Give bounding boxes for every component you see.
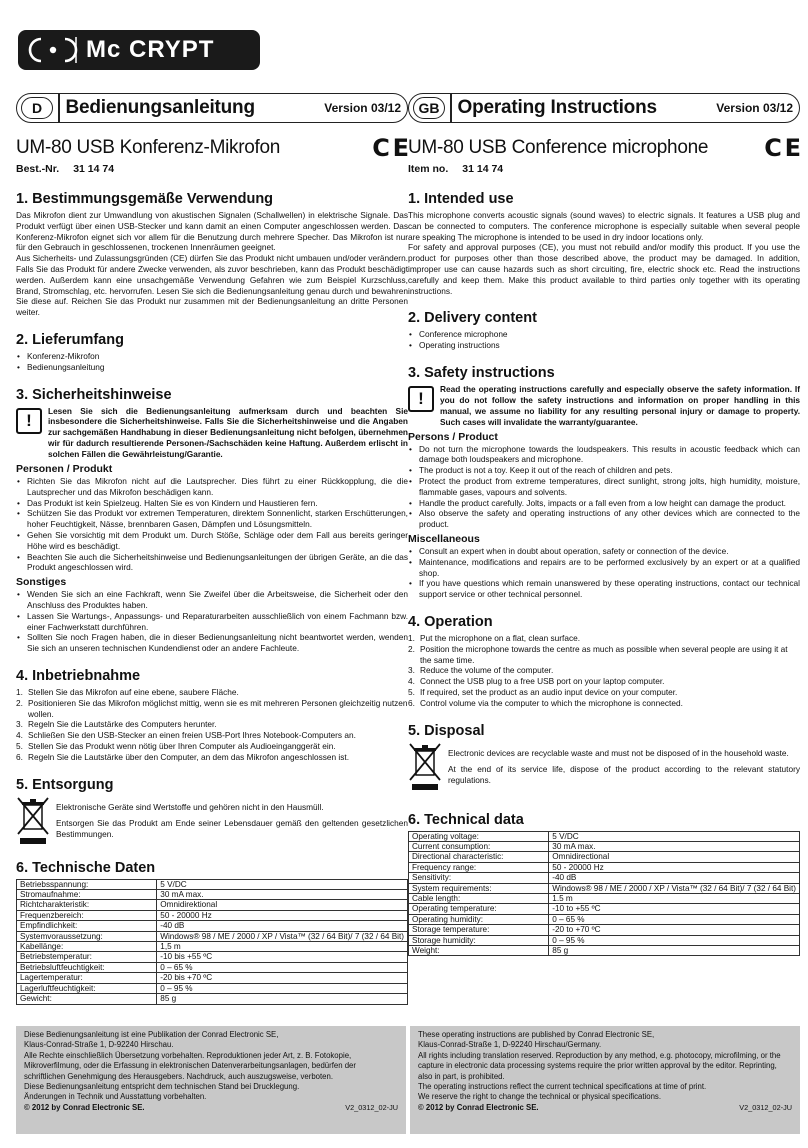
spec-value: -20 bis +70 ºC (157, 973, 408, 983)
list-item: • Konferenz-Mikrofon (16, 351, 408, 362)
table-row (17, 921, 408, 931)
list-item: • Beachten Sie auch die Sicherheitshinweise und Bedienungsanleitungen der übrigen Geräte, an die das Produkt angeschlossen wird. (16, 552, 408, 574)
spec-label: Frequenzbereich: (17, 910, 157, 920)
disposal-text: Elektronische Geräte sind Wertstoffe und gehören nicht in den Hausmüll. (56, 801, 324, 812)
list-item: 1. Stellen Sie das Mikrofon auf eine ebene, saubere Fläche. (16, 687, 239, 698)
header-banner (408, 93, 800, 123)
table-row (409, 925, 800, 935)
crossed-bin-icon (16, 796, 50, 846)
table-row (409, 935, 800, 945)
spec-label: Storage temperature: (409, 925, 549, 935)
paragraph: For safety and approval purposes (CE), you must not rebuild and/or modify this product. If you use the product for purposes other than those described above, the product may be damaged. In addition, improper use can cause hazards such as short circuiting, fire, electric shock etc. Read the instructions carefully and keep them. Make this product available to third parties only together with its operating instructions. (408, 242, 800, 296)
table-row (409, 862, 800, 872)
brand-logo (18, 30, 260, 70)
spec-value: Omnidirectional (549, 852, 800, 862)
section-title: 4. Inbetriebnahme (16, 668, 141, 685)
spec-value: 30 mA max. (157, 890, 408, 900)
spec-label: Lagertemperatur: (17, 973, 157, 983)
spec-value: Omnidirektional (157, 900, 408, 910)
subsection-title: Persons / Product (408, 430, 498, 443)
list-item: • Protect the product from extreme temperatures, direct sunlight, strong jolts, high humidity, moisture, flammable gases, vapours and solvents. (408, 476, 800, 498)
list-item: 4. Connect the USB plug to a free USB port on your laptop computer. (408, 676, 665, 687)
footer-line: These operating instructions are published by Conrad Electronic SE, (418, 1030, 655, 1039)
list-item: • Do not turn the microphone towards the loudspeakers. This results in acoustic feedback which can damage both loudspeakers and microphone. (408, 444, 800, 466)
banner-title: Operating Instructions (457, 97, 657, 118)
spec-label: Richtcharakteristik: (17, 900, 157, 910)
list-item: • Lassen Sie Wartungs-, Anpassungs- und Reparaturarbeiten ausschließlich von einem Fachmann bzw. einer Fachwerkstatt durchführen. (16, 611, 408, 633)
section-title: 4. Operation (408, 613, 493, 630)
spec-label: Weight: (409, 946, 549, 956)
list-item: • Sollten Sie noch Fragen haben, die in dieser Bedienungsanleitung nicht beantwortet werden, wenden Sie sich an unseren technischen Kundendienst oder an andere Fachleute. (16, 632, 408, 654)
list-item: • Bedienungsanleitung (16, 362, 408, 373)
table-row (17, 983, 408, 993)
safety-list (16, 476, 408, 573)
table-row (17, 910, 408, 920)
warning-text: Lesen Sie sich die Bedienungsanleitung aufmerksam durch und beachten Sie insbesondere die Sicherheitshinweise. Falls Sie die Sicherheitshinweise und die Angaben zur sachgemäßen Handhabung in dieser Bedienungsanleitung nicht befolgen, übernehmen wir für dadurch resultierende Personen-/Sachschäden keine Haftung. Außerdem erlischt in solchen Fällen die Gewährleistung/Garantie. (48, 405, 408, 460)
item-number: Best.-Nr. 31 14 74 (16, 163, 115, 175)
spec-value: -40 dB (157, 921, 408, 931)
spec-value: -20 to +70 ºC (549, 925, 800, 935)
table-row (409, 904, 800, 914)
disposal-text: Entsorgen Sie das Produkt am Ende seiner Lebensdauer gemäß den geltenden gesetzlichen Bestimmungen. (56, 818, 408, 840)
list-item: 2. Positionieren Sie das Mikrofon möglichst mittig, wenn sie es mit mehreren Personen gleichzeitig nutzen wollen. (16, 697, 408, 719)
warning-icon: ! (408, 386, 434, 412)
language-badge: GB (413, 97, 445, 119)
spec-value: 30 mA max. (549, 841, 800, 851)
spec-label: Cable length: (409, 893, 549, 903)
table-row (409, 852, 800, 862)
ce-mark-icon: C E (764, 134, 800, 162)
spec-label: System requirements: (409, 883, 549, 893)
product-title: UM-80 USB Conference microphone (408, 137, 709, 158)
paragraph: Aus Sicherheits- und Zulassungsgründen (CE) dürfen Sie das Produkt nicht umbauen und/oder verändern. Falls Sie das Produkt für andere Zwecke verwenden, als zuvor beschrieben, kann das Produkt beschädigt werden. Außerdem kann eine unsachgemäße Verwendung Gefahren wie zum Beispiel Kurzschluss, Brand, Stromschlag, etc. hervorrufen. Lesen Sie sich die Bedienungsanleitung genau durch und bewahren Sie diese auf. Reichen Sie das Produkt nur zusammen mit der Bedienungsanleitung an dritte Personen weiter. (16, 253, 408, 318)
doc-code: V2_0312_02-JU (739, 1102, 792, 1112)
operation-steps (16, 687, 408, 763)
spec-label: Stromaufnahme: (17, 890, 157, 900)
spec-value: 5 V/DC (157, 879, 408, 889)
footer-line: Klaus-Conrad-Straße 1, D-92240 Hirschau/Germany. (418, 1040, 602, 1050)
footer-line: The operating instructions reflect the current technical specifications at time of print. (418, 1082, 707, 1092)
safety-list (408, 444, 800, 530)
english-column (408, 93, 800, 956)
version-label: Version 03/12 (716, 101, 793, 115)
spec-label: Betriebsluftfeuchtigkeit: (17, 962, 157, 972)
list-item: • Operating instructions (408, 340, 800, 351)
footer-line: Diese Bedienungsanleitung ist eine Publikation der Conrad Electronic SE, (24, 1030, 279, 1039)
crossed-bin-icon (408, 742, 442, 792)
subsection-title: Miscellaneous (408, 532, 480, 545)
section-title: 6. Technical data (408, 811, 524, 828)
table-row (409, 883, 800, 893)
spec-value: 1,5 m (157, 942, 408, 952)
operation-steps (408, 633, 800, 709)
copyright: © 2012 by Conrad Electronic SE. (418, 1102, 539, 1112)
item-number: Item no. 31 14 74 (408, 163, 504, 175)
list-item: 3. Reduce the volume of the computer. (408, 665, 554, 676)
section-title: 1. Intended use (408, 191, 514, 207)
spec-value: 50 - 20000 Hz (157, 910, 408, 920)
table-row (17, 994, 408, 1004)
imprint-footer (410, 1026, 800, 1134)
table-row (17, 973, 408, 983)
list-item: • Das Produkt ist kein Spielzeug. Halten Sie es von Kindern und Haustieren fern. (16, 498, 408, 509)
list-item: 3. Regeln Sie die Lautstärke des Computers herunter. (16, 719, 217, 730)
spec-label: Current consumption: (409, 841, 549, 851)
spec-label: Betriebstemperatur: (17, 952, 157, 962)
paragraph: This microphone converts acoustic signals (sound waves) to electric signals. It features a USB plug and can be connected to computers. The conference microphone is especially suitable when several people are speaking The microphone is intended to be used in dry indoor locations only. (408, 210, 800, 242)
section-title: 5. Disposal (408, 722, 485, 739)
german-column (16, 93, 408, 1005)
table-row (17, 952, 408, 962)
ce-mark-icon: C E (372, 134, 408, 162)
list-item: 5. Stellen Sie das Produkt wenn nötig über Ihren Computer als Audioeinganggerät ein. (16, 741, 336, 752)
disposal-text: At the end of its service life, dispose of the product according to the relevant statutory regulations. (448, 764, 800, 786)
table-row (409, 914, 800, 924)
section-title: 1. Bestimmungsgemäße Verwendung (16, 191, 274, 207)
list-item: • The product is not a toy. Keep it out of the reach of children and pets. (408, 465, 800, 476)
version-label: Version 03/12 (324, 101, 401, 115)
brand-mark-icon (24, 33, 82, 67)
product-title: UM-80 USB Konferenz-Mikrofon (16, 137, 281, 158)
spec-value: 0 – 95 % (157, 983, 408, 993)
spec-value: -40 dB (549, 873, 800, 883)
list-item: • Consult an expert when in doubt about operation, safety or connection of the device. (408, 546, 800, 557)
list-item: • Schützen Sie das Produkt vor extremen Temperaturen, direktem Sonnenlicht, starken Erschütterungen, hoher Feuchtigkeit, Nässe, brennbaren Gasen, Dämpfen und Lösungsmitteln. (16, 508, 408, 530)
spec-value: 85 g (549, 946, 800, 956)
spec-label: Directional characteristic: (409, 852, 549, 862)
disposal-text: Electronic devices are recyclable waste and must not be disposed of in the household waste. (448, 747, 789, 758)
subsection-title: Personen / Produkt (16, 463, 113, 476)
warning-icon: ! (16, 408, 42, 434)
list-item: • Wenden Sie sich an eine Fachkraft, wenn Sie Zweifel über die Arbeitsweise, die Sicherheit oder den Anschluss des Produktes haben. (16, 589, 408, 611)
list-item: 6. Regeln Sie die Lautstärke über den Computer, an dem das Mikrofon angeschlossen ist. (16, 751, 349, 762)
section-title: 6. Technische Daten (16, 859, 156, 876)
table-row (17, 900, 408, 910)
spec-label: Operating temperature: (409, 904, 549, 914)
spec-label: Storage humidity: (409, 935, 549, 945)
spec-value: 1.5 m (549, 893, 800, 903)
table-row (409, 946, 800, 956)
table-row (17, 931, 408, 941)
list-item: 1. Put the microphone on a flat, clean surface. (408, 632, 581, 643)
table-row (409, 831, 800, 841)
spec-value: Windows® 98 / ME / 2000 / XP / Vista™ (32 / 64 Bit)/ 7 (32 / 64 Bit) (549, 883, 800, 893)
footer-line: Klaus-Conrad-Straße 1, D-92240 Hirschau. (24, 1040, 174, 1050)
table-row (409, 893, 800, 903)
list-item: • Richten Sie das Mikrofon nicht auf die Lautsprecher. Dies führt zu einer Rückkopplung, die die Lautsprecher und das Mikrofon beschädigen kann. (16, 476, 408, 498)
spec-label: Empfindlichkeit: (17, 921, 157, 931)
spec-value: 5 V/DC (549, 831, 800, 841)
list-item: 2. Position the microphone towards the centre as much as possible when several people are using it at the same time. (408, 643, 788, 665)
warning-text: Read the operating instructions carefully and especially observe the safety information. If you do not follow the safety instructions and information on proper handling in this manual, we assume no liability for any resulting personal injury or damage to property. Such cases will invalidate the warranty/guarantee. (440, 383, 800, 427)
list-item: 4. Schließen Sie den USB-Stecker an einen freien USB-Port Ihres Notebook-Computers an. (16, 730, 356, 741)
language-badge: D (21, 97, 53, 119)
spec-value: 0 – 65 % (157, 962, 408, 972)
banner-title: Bedienungsanleitung (65, 97, 255, 118)
section-title: 5. Entsorgung (16, 776, 114, 793)
spec-label: Operating voltage: (409, 831, 549, 841)
table-row (17, 942, 408, 952)
list-item: • Handle the product carefully. Jolts, impacts or a fall even from a low height can damage the product. (408, 498, 800, 509)
list-item: 5. If required, set the product as an audio input device on your computer. (408, 686, 678, 697)
footer-line: All rights including translation reserved. Reproduction by any method, e.g. photocopy, microfilming, or the capture in electronic data processing systems require the prior written approval by the editor. Reprinting, also in part, is prohibited. (418, 1050, 781, 1081)
footer-line: Alle Rechte einschließlich Übersetzung vorbehalten. Reproduktionen jeder Art, z. B. Fotokopie, Mikroverfilmung, oder die Erfassung in elektronischen Datenverarbeitungsanlagen, bedürfen der schriftlichen Genehmigung des Herausgebers. Nachdruck, auch auszugsweise, verboten. (24, 1050, 356, 1081)
table-row (17, 890, 408, 900)
technical-data-table (16, 879, 408, 1005)
header-banner (16, 93, 408, 123)
spec-label: Gewicht: (17, 994, 157, 1004)
spec-label: Sensitivity: (409, 873, 549, 883)
delivery-list (16, 351, 408, 373)
spec-value: -10 bis +55 ºC (157, 952, 408, 962)
spec-value: -10 to +55 ºC (549, 904, 800, 914)
spec-value: 0 – 95 % (549, 935, 800, 945)
paragraph: Das Mikrofon dient zur Umwandlung von akustischen Signalen (Schallwellen) in elektrische Signale. Das Produkt verfügt über einen USB-Stecker und kann damit an einen Computer angeschlossen werden. Das Konferenz-Mikrofon eignet sich vor allem für die Benutzung durch mehrere Specher. Das Mikrofon ist nur für den Gebrauch in geschlossenen, trockenen Innenräumen geeignet. (16, 210, 408, 253)
spec-label: Lagerluftfeuchtigkeit: (17, 983, 157, 993)
list-item: • Maintenance, modifications and repairs are to be performed exclusively by an expert or at a qualified shop. (408, 557, 800, 579)
spec-label: Kabellänge: (17, 942, 157, 952)
subsection-title: Sonstiges (16, 576, 67, 589)
spec-value: 0 – 65 % (549, 914, 800, 924)
doc-code: V2_0312_02-JU (345, 1102, 398, 1112)
spec-label: Operating humidity: (409, 914, 549, 924)
imprint-footer (16, 1026, 406, 1134)
brand-name: Mc CRYPT (86, 36, 215, 63)
misc-list (408, 546, 800, 600)
section-title: 2. Lieferumfang (16, 331, 124, 348)
misc-list (16, 589, 408, 654)
footer-line: Änderungen in Technik und Ausstattung vorbehalten. (24, 1092, 207, 1102)
section-title: 3. Sicherheitshinweise (16, 386, 172, 403)
spec-value: 50 - 20000 Hz (549, 862, 800, 872)
list-item: • Also observe the safety and operating instructions of any other devices which are connected to the product. (408, 508, 800, 530)
section-title: 3. Safety instructions (408, 364, 555, 381)
table-row (409, 841, 800, 851)
spec-label: Betriebsspannung: (17, 879, 157, 889)
section-title: 2. Delivery content (408, 310, 537, 327)
table-row (409, 873, 800, 883)
footer-line: Diese Bedienungsanleitung entspricht dem technischen Stand bei Drucklegung. (24, 1082, 300, 1092)
spec-label: Frequency range: (409, 862, 549, 872)
spec-value: Windows® 98 / ME / 2000 / XP / Vista™ (32 / 64 Bit)/ 7 (32 / 64 Bit) (157, 931, 408, 941)
copyright: © 2012 by Conrad Electronic SE. (24, 1102, 145, 1112)
list-item: 6. Control volume via the computer to which the microphone is connected. (408, 697, 683, 708)
delivery-list (408, 329, 800, 351)
footer-line: We reserve the right to change the technical or physical specifications. (418, 1092, 661, 1102)
spec-value: 85 g (157, 994, 408, 1004)
list-item: • If you have questions which remain unanswered by these operating instructions, contact our technical support service or other technical personnel. (408, 578, 800, 600)
list-item: • Conference microphone (408, 329, 800, 340)
spec-label: Systemvoraussetzung: (17, 931, 157, 941)
list-item: • Gehen Sie vorsichtig mit dem Produkt um. Durch Stöße, Schläge oder dem Fall aus bereits geringer Höhe wird es beschädigt. (16, 530, 408, 552)
table-row (17, 962, 408, 972)
technical-data-table (408, 831, 800, 957)
table-row (17, 879, 408, 889)
